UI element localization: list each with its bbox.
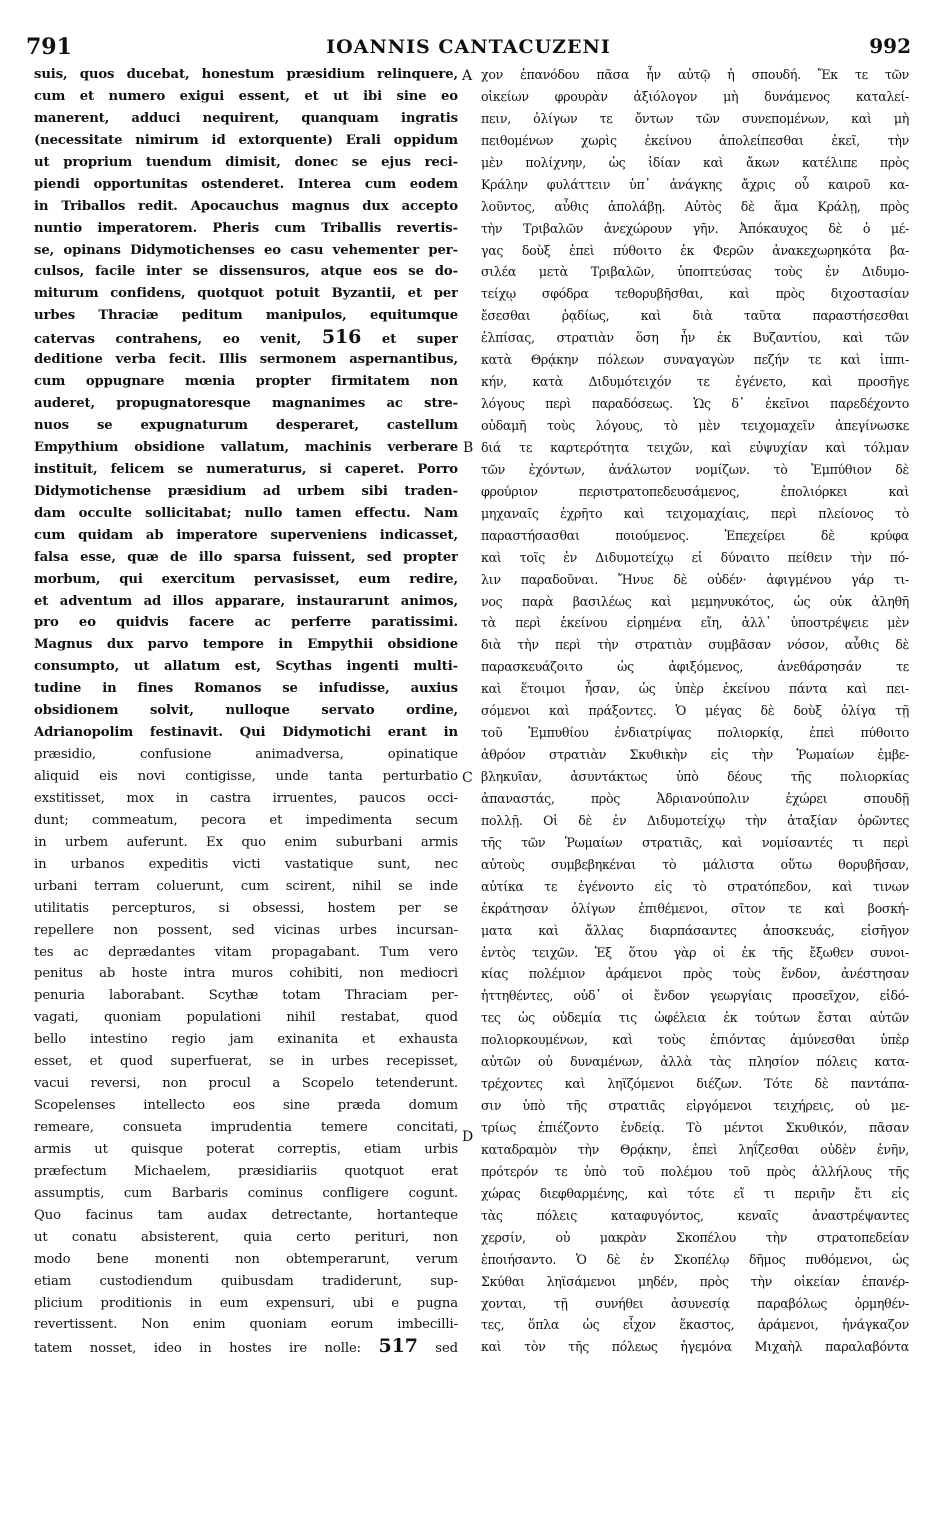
latin-line-text: cum quidam ab imperatore superveniens indicasset, [34, 527, 458, 543]
latin-line [34, 218, 458, 240]
latin-line [34, 305, 458, 327]
latin-line-text: in Triballos redit. Apocauchus magnus dux accepto [34, 198, 458, 214]
latin-line [34, 832, 458, 854]
latin-line [34, 1007, 458, 1029]
latin-line-text: cum et numero exigui essent, et ut ibi sine eo [34, 88, 458, 104]
greek-line: τείχῳ σφόδρα τεθορυβῆσθαι, καὶ πρὸς διχοστασίαν [481, 286, 909, 302]
latin-line [34, 437, 458, 459]
latin-line-text: dunt; commeatum, pecora et impedimenta secum [34, 812, 458, 828]
greek-line: τες, ὅπλα ὡς εἶχον ἕκαστος, ἀράμενοι, ἠνάγκαζον [481, 1317, 909, 1333]
latin-column [34, 64, 458, 1530]
running-header [26, 34, 911, 64]
greek-line: τες ὡς οὐδεμία τις ὠφέλεια ἐκ τούτων ἔσται αὐτῶν [481, 1010, 909, 1026]
greek-line: Κράλην φυλάττειν ὑπ᾽ ἀνάγκης ἄχρις οὗ καιροῦ κα- [481, 176, 909, 192]
greek-line: οὐδαμῆ τοὺς λόγους, τὸ μὲν τειχομαχεῖν ἀπεγίνωσκε [481, 418, 909, 433]
greek-line: νος παρὰ βασιλέως καὶ μεμηνυκότος, ὡς οὐκ ἀληθῆ [481, 593, 909, 609]
latin-line-text: obsidionem solvit, nulloque servato ordine, [34, 703, 458, 719]
latin-line-text: nuntio imperatorem. Pheris cum Triballis revertis- [34, 220, 458, 236]
greek-line: γας δοὺξ ἐπεὶ πύθοιτο ἐκ Φερῶν ἀνακεχωρηκότα βα- [481, 242, 909, 258]
greek-line: μηχαναῖς ἐχρῆτο καὶ τειχομαχίαις, περὶ πλείονος τὸ [481, 505, 909, 521]
marginal-page-number: 516 [321, 327, 362, 349]
latin-line [34, 196, 458, 218]
latin-line [34, 108, 458, 130]
latin-line-text: Empythium obsidione vallatum, machinis verberare [34, 439, 458, 455]
latin-line [34, 1051, 458, 1073]
latin-line-text: Magnus dux parvo tempore in Empythii obsidione [34, 637, 458, 653]
latin-line [34, 744, 458, 766]
greek-line: κίας πολέμιον ἀράμενοι πρὸς τοὺς ἔνδον, ἀνέστησαν [481, 966, 909, 982]
latin-line [34, 64, 458, 86]
latin-line-text: repellere non possent, sed vicinas urbes incursan- [34, 922, 458, 938]
greek-line: χερσίν, οὐ μακρὰν Σκοπέλου τὴν στρατοπεδείαν [481, 1229, 909, 1245]
latin-line [34, 130, 458, 152]
greek-line: διά τε καρτερότητα τειχῶν, καὶ εὐψυχίαν καὶ τόλμαν [481, 439, 909, 455]
greek-line: ἡττηθέντες, οὐδ᾽ οἱ ἔνδον γεωργίαις προσεῖχον, εἰδό- [481, 988, 909, 1004]
latin-line-text: tatem nosset, ideo in hostes ire nolle: [34, 1341, 362, 1357]
latin-line-text: sed [435, 1341, 458, 1357]
latin-line-text: vagati, quoniam populationi nihil restabat, quod [34, 1010, 458, 1026]
greek-line: παρασκευάζοιτο ὡς ἀφιξόμενος, ἀνεθάρσησάν τε [481, 659, 909, 675]
latin-line-text: utilitatis percepturos, si obsessi, hostem per se [34, 900, 458, 916]
latin-line-text: præsidio, confusione animadversa, opinatique [34, 747, 458, 763]
greek-line: ἔσεσθαι ῥᾳδίως, καὶ διὰ ταῦτα παραστήσεσθαι [481, 308, 909, 324]
greek-line: καταδραμὸν τὴν Θρᾴκην, ἐπεὶ ληΐζεσθαι οὐδὲν ἐνῆν, [481, 1141, 909, 1157]
margin-letter-c: C [462, 770, 473, 786]
greek-line: τρίως ἐπιέζοντο ἐνδείᾳ. Τὸ μέντοι Σκυθικόν, πᾶσαν [481, 1120, 909, 1135]
latin-line [34, 415, 458, 437]
greek-line: τοῦ Ἐμπυθίου ἐνδιατρίψας πολιορκίᾳ, ἐπεὶ πύθοιτο [481, 725, 909, 741]
latin-line [34, 1227, 458, 1249]
latin-line [34, 152, 458, 174]
greek-line: ἀπαναστάς, πρὸς Ἀδριανούπολιν ἐχώρει σπουδῇ [481, 790, 909, 806]
latin-line-text: ut conatu absisterent, quia certo perituri, non [34, 1229, 458, 1245]
latin-line-text: Adrianopolim festinavit. Qui Didymotichi erant in [34, 725, 458, 741]
latin-line-text: dam occulte sollicitabat; nullo tamen effectu. Nam [34, 505, 458, 521]
greek-line: τῆς τῶν Ῥωμαίων στρατιᾶς, καὶ νομίσαντές τι περὶ [481, 834, 909, 850]
latin-line [34, 656, 458, 678]
latin-line-text: modo bene monenti non obtemperarunt, verum [34, 1251, 458, 1267]
latin-line-text: Didymotichense præsidium ad urbem sibi traden- [34, 483, 458, 499]
latin-line-text: pro eo quidvis facere ac perferre paratissimi. [34, 615, 458, 631]
latin-line-text: ut proprium tuendum dimisit, donec se ejus reci- [34, 154, 458, 170]
latin-line-text: manerent, adduci nequirent, quanquam ingratis [34, 110, 458, 126]
greek-line: ἐκράτησαν ὀλίγων ἐπιθέμενοι, σῖτον τε καὶ βοσκή- [481, 900, 909, 916]
greek-line: παραστήσασθαι ποιούμενος. Ἐπεχείρει δὲ κρύφα [481, 527, 909, 543]
latin-line [34, 700, 458, 722]
latin-line [34, 1205, 458, 1227]
greek-line: καὶ τὸν τῆς πόλεως ἡγεμόνα Μιχαὴλ παραλαβόντα [481, 1339, 909, 1355]
latin-line [34, 963, 458, 985]
latin-line [34, 86, 458, 108]
latin-line [34, 766, 458, 788]
greek-line: αὐτῶν οὐ δυναμένων, ἀλλὰ τὰς πλησίον πόλεις κατα- [481, 1054, 909, 1070]
latin-line [34, 240, 458, 262]
latin-line [34, 1314, 458, 1336]
latin-line-text: plicium proditionis in eum expensuri, ubi e pugna [34, 1295, 458, 1311]
latin-line-text: miturum confidens, quotquot potuit Byzantii, et per [34, 286, 458, 302]
latin-line-text: (necessitate nimirum id extorquente) Erali oppidum [34, 132, 458, 148]
greek-line: τρέχοντες καὶ ληϊζόμενοι διέζων. Τότε δὲ παντάπα- [481, 1076, 909, 1092]
greek-line: αὐτίκα τε ἐγένοντο εἰς τὸ στρατόπεδον, καὶ τινων [481, 878, 909, 894]
greek-line: βληκυῖαν, ἀσυντάκτως ὑπὸ δέους τῆς πολιορκίας [481, 769, 909, 784]
latin-line-text: catervas contrahens, eo venit, [34, 332, 302, 348]
latin-line [34, 722, 458, 744]
greek-line: πειθομένων χωρὶς ἐκείνου ἀπολείπεσθαι ἐκεῖ, τὴν [481, 132, 909, 148]
latin-line-text: culsos, facile inter se dissensuros, atque eos se do- [34, 264, 458, 280]
latin-line-text: bello intestino regio jam exinanita et exhausta [34, 1032, 458, 1048]
latin-line [34, 525, 458, 547]
latin-line [34, 854, 458, 876]
greek-line: λιν παραδοῦναι. Ἤνυε δὲ οὐδέν· ἀφιγμένου γάρ τι- [481, 571, 909, 587]
greek-line: ἐλπίσας, στρατιὰν ὅση ἦν ἐκ Βυζαντίου, καὶ τῶν [481, 330, 909, 346]
latin-line-text: præfectum Michaelem, præsidiariis quotquot erat [34, 1163, 458, 1179]
latin-line [34, 1183, 458, 1205]
latin-line [34, 1161, 458, 1183]
latin-line-text: esset, et quod superfuerat, se in urbes recepisset, [34, 1054, 458, 1070]
latin-line [34, 1117, 458, 1139]
latin-line-text: deditione verba fecit. Illis sermonem aspernantibus, [34, 352, 458, 368]
latin-line [34, 985, 458, 1007]
greek-line: τῶν ἐχόντων, ἀνάλωτον νομίζων. τὸ Ἐμπύθιον δὲ [481, 461, 909, 477]
latin-line-text: et adventum ad illos apparare, instaurarunt animos, [34, 593, 458, 609]
latin-line [34, 612, 458, 634]
latin-line [34, 481, 458, 503]
greek-column [481, 64, 909, 1530]
greek-line: πολιορκουμένων, καὶ τοὺς ἐπιόντας ἀμύνεσθαι ὑπὲρ [481, 1032, 909, 1048]
latin-line [34, 942, 458, 964]
greek-line: πειν, ὀλίγων τε ὄντων τῶν συνεπομένων, καὶ μὴ [481, 110, 909, 126]
latin-line-text: nuos se expugnaturum desperaret, castellum [34, 418, 458, 433]
greek-line: αὐτοὺς συμβεβηκέναι τὸ μάλιστα οὕτω θορυβῆσαν, [481, 856, 909, 872]
latin-line [34, 591, 458, 613]
greek-line: ἐντὸς τειχῶν. Ἐξ ὅτου γὰρ οἱ ἐκ τῆς ἔξωθεν συνοι- [481, 944, 909, 960]
latin-line-text: urbani terram coluerunt, cum scirent, nihil se inde [34, 878, 458, 894]
greek-line: σιλέα μετὰ Τριβαλῶν, ὑποπτεύσας τοὺς ἐν Διδυμο- [481, 264, 909, 280]
greek-line: λοῦντος, αὖθις ἀπολάβῃ. Αὐτὸς δὲ ἅμα Κράλῃ, πρὸς [481, 198, 909, 214]
latin-line [34, 634, 458, 656]
latin-line-text: assumptis, cum Barbaris cominus confligere cogunt. [34, 1185, 458, 1201]
latin-line [34, 1249, 458, 1271]
latin-line-text: penuria laborabant. Scythæ totam Thraciam per- [34, 988, 458, 1004]
latin-line [34, 349, 458, 371]
latin-line [34, 1139, 458, 1161]
latin-line [34, 1095, 458, 1117]
latin-line-text: se, opinans Didymotichenses eo casu vehementer per- [34, 242, 458, 258]
margin-letter-b: B [463, 440, 474, 456]
latin-line [34, 547, 458, 569]
greek-line: πρότερόν τε ὑπὸ τοῦ πολέμου τοῦ πρὸς ἀλλήλους τῆς [481, 1163, 909, 1179]
latin-line-text: exstitisset, mox in castra irruentes, paucos occi- [34, 790, 458, 806]
page-number-left: 791 [26, 34, 72, 60]
latin-line [34, 174, 458, 196]
latin-line-text: falsa esse, quæ de illo sparsa fuissent, sed propter [34, 549, 458, 565]
latin-line [34, 1029, 458, 1051]
marginal-page-number: 517 [378, 1336, 418, 1358]
greek-line: σιν ὑπὸ τῆς στρατιᾶς εἰργόμενοι τειχήρεις, οὐ με- [481, 1098, 909, 1114]
latin-line [34, 920, 458, 942]
latin-line [34, 327, 458, 349]
latin-line [34, 1073, 458, 1095]
latin-line-text: suis, quos ducebat, honestum præsidium relinquere, [34, 67, 458, 82]
latin-line-text: in urbem auferunt. Ex quo enim suburbani armis [34, 834, 458, 850]
greek-line: Σκύθαι ληϊσάμενοι μηδέν, πρὸς τὴν οἰκείαν ἐπανέρ- [481, 1273, 909, 1289]
latin-line-text: morbum, qui exercitum pervasisset, eum redire, [34, 571, 458, 587]
greek-line: διὰ τὴν περὶ τὴν στρατιὰν συμβᾶσαν νόσον, αὖθις δὲ [481, 637, 909, 653]
greek-line: χώρας διεφθαρμένης, καὶ τότε εἴ τι περιῆν ἔτι εἰς [481, 1185, 909, 1201]
latin-line-text: aliquid eis novi contigisse, unde tanta perturbatio [34, 769, 458, 784]
latin-line [34, 678, 458, 700]
latin-line [34, 459, 458, 481]
greek-line: ἀθρόον στρατιὰν Σκυθικὴν εἰς τὴν Ῥωμαίων ἐμβε- [481, 747, 909, 763]
latin-line-text: Scopelenses intellecto eos sine præda domum [34, 1098, 458, 1114]
latin-line [34, 1336, 458, 1358]
latin-line-text: instituit, felicem se numeraturus, si caperet. Porro [34, 461, 458, 477]
latin-line [34, 283, 458, 305]
latin-line [34, 898, 458, 920]
greek-line: ματα καὶ ἄλλας διαρπάσαντες ἀποσκευάς, εἰσῆγον [481, 922, 909, 938]
latin-line-text: penitus ab hoste intra muros cohibiti, non mediocri [34, 966, 458, 982]
greek-line: κήν, κατὰ Διδυμότειχόν τε ἐγένετο, καὶ προσῆγε [481, 374, 909, 390]
latin-line [34, 371, 458, 393]
greek-line: μὲν πολίχνην, ὡς ἰδίαν καὶ ἄκων κατέλιπε πρὸς [481, 154, 909, 170]
latin-line-text: consumpto, ut allatum est, Scythas ingenti multi- [34, 659, 458, 675]
latin-line-text: tudine in fines Romanos se infudisse, auxius [34, 681, 458, 697]
latin-line-text: urbes Thraciæ peditum manipulos, equitumque [34, 308, 458, 324]
greek-line: λόγους περὶ παραδόσεως. Ὡς δ᾽ ἐκεῖνοι παρεδέχοντο [481, 396, 909, 412]
latin-line [34, 503, 458, 525]
latin-line-text: tes ac deprædantes vitam propagabant. Tum vero [34, 944, 458, 960]
running-title: IOANNIS CANTACUZENI [326, 36, 611, 58]
greek-line: ἐποιήσαντο. Ὁ δὲ ἐν Σκοπέλῳ δῆμος πυθόμενοι, ὡς [481, 1251, 909, 1267]
latin-line-text: armis ut quisque poterat correptis, etiam urbis [34, 1141, 458, 1157]
latin-line-text: piendi opportunitas ostenderet. Interea cum eodem [34, 176, 458, 192]
latin-line [34, 876, 458, 898]
greek-line: πολλῇ. Οἱ δὲ ἐν Διδυμοτείχῳ τὴν ἀταξίαν ὁρῶντες [481, 812, 909, 828]
latin-line-text: remeare, consueta imprudentia temere concitati, [34, 1120, 458, 1135]
latin-line [34, 1293, 458, 1315]
latin-line [34, 261, 458, 283]
latin-line-text: revertissent. Non enim quoniam eorum imbecilli- [34, 1317, 458, 1333]
latin-line [34, 810, 458, 832]
latin-line-text: etiam custodiendum quibusdam tradiderunt, sup- [34, 1273, 458, 1289]
latin-line-text: Quo facinus tam audax detrectante, hortanteque [34, 1207, 458, 1223]
margin-letter-a: A [462, 68, 473, 84]
greek-line: καὶ ἕτοιμοι ἦσαν, ὡς ὑπὲρ ἐκείνου πάντα καὶ πει- [481, 681, 909, 697]
latin-line-text: et super [381, 332, 458, 348]
latin-line-text: auderet, propugnatoresque magnanimes ac stre- [34, 396, 458, 412]
latin-line-text: vacui reversi, non procul a Scopelo tetenderunt. [34, 1076, 458, 1092]
latin-line [34, 1271, 458, 1293]
margin-letter-d: D [462, 1129, 474, 1145]
latin-line [34, 569, 458, 591]
greek-line: τὰς πόλεις καταφυγόντος, κεναῖς ἀναστρέψαντες [481, 1207, 909, 1223]
greek-line: τὰ περὶ ἐκείνου εἰρημένα εἴη, ἀλλ᾽ ὑποστρέψειε μὲν [481, 615, 909, 631]
latin-line [34, 788, 458, 810]
page-number-right: 992 [869, 34, 911, 58]
latin-line-text: in urbanos expeditis victi vastatique sunt, nec [34, 856, 458, 872]
greek-line: κατὰ Θρᾴκην πόλεων συναγαγὼν πεζήν τε καὶ ἱππι- [481, 352, 909, 368]
greek-line: φρούριον περιστρατοπεδευσάμενος, ἐπολιόρκει καὶ [481, 483, 909, 499]
latin-line-text: cum oppugnare mœnia propter firmitatem non [34, 374, 458, 390]
greek-line: χον ἐπανόδου πᾶσα ἦν αὐτῷ ἡ σπουδή. Ἔκ τε τῶν [481, 67, 909, 82]
greek-line: οἰκείων φρουρὰν ἀξιόλογον μὴ δυνάμενος καταλεί- [481, 88, 909, 104]
greek-line: χονται, τῇ συνήθει ἀσυνεσίᾳ παραβόλως ὁρμηθέν- [481, 1295, 909, 1311]
greek-line: καὶ τοῖς ἐν Διδυμοτείχῳ εἰ δύναιτο πείθειν τὴν πό- [481, 549, 909, 565]
greek-line: σόμενοι καὶ πράξοντες. Ὁ μέγας δὲ δοὺξ ὀλίγα τῇ [481, 703, 909, 719]
latin-line [34, 393, 458, 415]
greek-line: τὴν Τριβαλῶν ἀνεχώρουν γῆν. Ἀπόκαυχος δὲ ὁ μέ- [481, 220, 909, 236]
